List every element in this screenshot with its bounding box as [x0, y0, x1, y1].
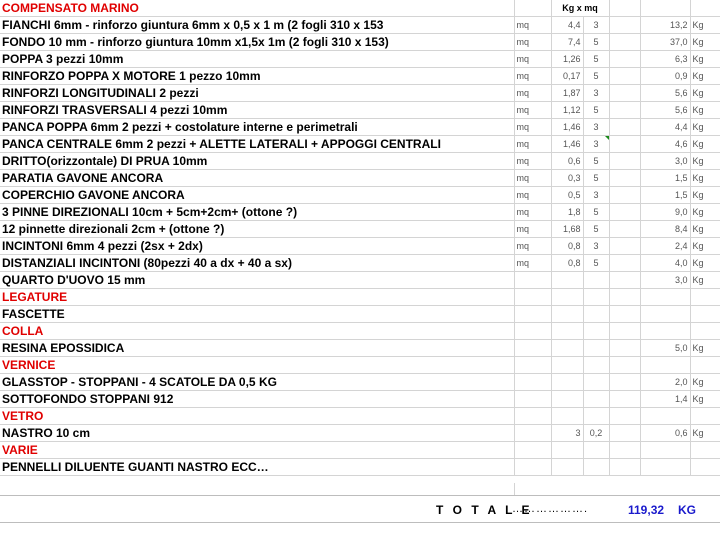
- spacer-cell[interactable]: [609, 204, 640, 221]
- total-kg-cell[interactable]: 4,4: [640, 119, 690, 136]
- kg-unit-cell[interactable]: Kg: [690, 340, 720, 357]
- item-description[interactable]: RINFORZI TRASVERSALI 4 pezzi 10mm: [0, 102, 514, 119]
- quantity-cell[interactable]: [583, 306, 609, 323]
- kg-per-mq-cell[interactable]: [551, 408, 583, 425]
- total-kg-cell[interactable]: [640, 459, 690, 476]
- spacer-cell[interactable]: [609, 85, 640, 102]
- spacer-cell[interactable]: [609, 34, 640, 51]
- total-kg-cell[interactable]: 5,6: [640, 102, 690, 119]
- kg-per-mq-cell[interactable]: [551, 391, 583, 408]
- spacer-cell[interactable]: [609, 255, 640, 272]
- item-description[interactable]: VETRO: [0, 408, 514, 425]
- spacer-cell[interactable]: [609, 102, 640, 119]
- kg-unit-cell[interactable]: [690, 459, 720, 476]
- kg-per-mq-cell[interactable]: 1,46: [551, 136, 583, 153]
- kg-per-mq-cell[interactable]: [551, 374, 583, 391]
- kg-per-mq-cell[interactable]: [551, 357, 583, 374]
- unit-cell[interactable]: [514, 391, 551, 408]
- kg-unit-cell[interactable]: Kg: [690, 238, 720, 255]
- quantity-cell[interactable]: [583, 442, 609, 459]
- quantity-cell[interactable]: 5: [583, 51, 609, 68]
- total-unit: KG: [678, 503, 696, 517]
- item-description[interactable]: COPERCHIO GAVONE ANCORA: [0, 187, 514, 204]
- spacer-cell[interactable]: [609, 442, 640, 459]
- table-row[interactable]: [0, 340, 720, 357]
- empty-row: [0, 483, 720, 495]
- item-description[interactable]: NASTRO 10 cm: [0, 425, 514, 442]
- kg-per-mq-cell[interactable]: 7,4: [551, 34, 583, 51]
- kg-per-mq-cell[interactable]: 0,5: [551, 187, 583, 204]
- total-kg-cell[interactable]: 5,0: [640, 340, 690, 357]
- total-kg-cell[interactable]: 0,6: [640, 425, 690, 442]
- quantity-cell[interactable]: [583, 340, 609, 357]
- table-row[interactable]: [0, 357, 720, 374]
- table-row[interactable]: [0, 255, 720, 272]
- spacer-cell[interactable]: [609, 289, 640, 306]
- item-description[interactable]: COMPENSATO MARINO: [0, 0, 514, 17]
- item-description[interactable]: QUARTO D'UOVO 15 mm: [0, 272, 514, 289]
- total-kg-cell[interactable]: [640, 0, 690, 17]
- kg-per-mq-cell[interactable]: 0,3: [551, 170, 583, 187]
- total-kg-cell[interactable]: 0,9: [640, 68, 690, 85]
- spacer-cell[interactable]: [609, 408, 640, 425]
- spacer-cell[interactable]: [609, 187, 640, 204]
- table-row[interactable]: [0, 68, 720, 85]
- total-kg-cell[interactable]: 6,3: [640, 51, 690, 68]
- quantity-cell[interactable]: [583, 459, 609, 476]
- kg-unit-cell[interactable]: [690, 0, 720, 17]
- quantity-cell[interactable]: 3: [583, 119, 609, 136]
- spacer-cell[interactable]: [609, 357, 640, 374]
- kg-per-mq-cell[interactable]: 0,6: [551, 153, 583, 170]
- total-kg-cell[interactable]: 5,6: [640, 85, 690, 102]
- unit-cell[interactable]: mq: [514, 255, 551, 272]
- unit-cell[interactable]: [514, 357, 551, 374]
- unit-cell[interactable]: mq: [514, 204, 551, 221]
- kg-unit-cell[interactable]: Kg: [690, 255, 720, 272]
- table-row[interactable]: [0, 85, 720, 102]
- item-description[interactable]: VARIE: [0, 442, 514, 459]
- table-row[interactable]: [0, 170, 720, 187]
- spacer-cell[interactable]: [609, 238, 640, 255]
- spacer-cell[interactable]: [609, 374, 640, 391]
- item-description[interactable]: FONDO 10 mm - rinforzo giuntura 10mm x1,5x 1m (2 fogli 310 x 153): [0, 34, 514, 51]
- spacer-cell[interactable]: [609, 136, 640, 153]
- spacer-cell[interactable]: [609, 221, 640, 238]
- kg-unit-cell[interactable]: [690, 323, 720, 340]
- kg-unit-cell[interactable]: Kg: [690, 153, 720, 170]
- table-row[interactable]: [0, 153, 720, 170]
- total-kg-cell[interactable]: [640, 357, 690, 374]
- item-description[interactable]: RESINA EPOSSIDICA: [0, 340, 514, 357]
- unit-cell[interactable]: mq: [514, 85, 551, 102]
- kg-unit-cell[interactable]: Kg: [690, 119, 720, 136]
- kg-per-mq-cell[interactable]: 1,8: [551, 204, 583, 221]
- spacer-cell[interactable]: [609, 51, 640, 68]
- unit-cell[interactable]: mq: [514, 221, 551, 238]
- kg-per-mq-cell[interactable]: 0,8: [551, 238, 583, 255]
- item-description[interactable]: FIANCHI 6mm - rinforzo giuntura 6mm x 0,5 x 1 m (2 fogli 310 x 153: [0, 17, 514, 34]
- unit-cell[interactable]: [514, 272, 551, 289]
- quantity-cell[interactable]: 5: [583, 102, 609, 119]
- table-row[interactable]: [0, 34, 720, 51]
- total-kg-cell[interactable]: [640, 442, 690, 459]
- quantity-cell[interactable]: [583, 391, 609, 408]
- table-row[interactable]: [0, 272, 720, 289]
- kg-per-mq-cell[interactable]: [551, 340, 583, 357]
- quantity-cell[interactable]: [583, 357, 609, 374]
- quantity-cell[interactable]: 5: [583, 255, 609, 272]
- unit-cell[interactable]: [514, 425, 551, 442]
- table-row[interactable]: [0, 391, 720, 408]
- quantity-cell[interactable]: [583, 323, 609, 340]
- spacer-cell[interactable]: [609, 272, 640, 289]
- table-row[interactable]: [0, 187, 720, 204]
- table-row[interactable]: [0, 0, 720, 17]
- kg-per-mq-cell[interactable]: [551, 272, 583, 289]
- kg-per-mq-cell[interactable]: [551, 289, 583, 306]
- table-row[interactable]: [0, 442, 720, 459]
- unit-cell[interactable]: [514, 306, 551, 323]
- table-row[interactable]: [0, 374, 720, 391]
- table-row[interactable]: [0, 323, 720, 340]
- item-description[interactable]: GLASSTOP - STOPPANI - 4 SCATOLE DA 0,5 KG: [0, 374, 514, 391]
- spacer-cell[interactable]: [609, 459, 640, 476]
- unit-cell[interactable]: [514, 408, 551, 425]
- item-description[interactable]: PANCA POPPA 6mm 2 pezzi + costolature interne e perimetrali: [0, 119, 514, 136]
- unit-cell[interactable]: [514, 289, 551, 306]
- quantity-cell[interactable]: [583, 374, 609, 391]
- item-description[interactable]: 3 PINNE DIREZIONALI 10cm + 5cm+2cm+ (ottone ?): [0, 204, 514, 221]
- table-row[interactable]: [0, 204, 720, 221]
- table-row[interactable]: [0, 425, 720, 442]
- kg-unit-cell[interactable]: Kg: [690, 102, 720, 119]
- total-kg-cell[interactable]: 9,0: [640, 204, 690, 221]
- table-row[interactable]: [0, 459, 720, 476]
- kg-per-mq-cell[interactable]: 1,12: [551, 102, 583, 119]
- item-description[interactable]: RINFORZI LONGITUDINALI 2 pezzi: [0, 85, 514, 102]
- quantity-cell[interactable]: 3: [583, 17, 609, 34]
- quantity-cell[interactable]: 3: [583, 85, 609, 102]
- quantity-cell[interactable]: 5: [583, 221, 609, 238]
- total-kg-cell[interactable]: 2,0: [640, 374, 690, 391]
- item-description[interactable]: 12 pinnette direzionali 2cm + (ottone ?): [0, 221, 514, 238]
- total-kg-cell[interactable]: 3,0: [640, 153, 690, 170]
- spacer-cell[interactable]: [609, 68, 640, 85]
- kg-unit-cell[interactable]: Kg: [690, 17, 720, 34]
- item-description[interactable]: DRITTO(orizzontale) DI PRUA 10mm: [0, 153, 514, 170]
- kg-mq-header[interactable]: Kg x mq: [551, 0, 609, 17]
- total-kg-cell[interactable]: [640, 289, 690, 306]
- kg-per-mq-cell[interactable]: 0,8: [551, 255, 583, 272]
- unit-cell[interactable]: mq: [514, 170, 551, 187]
- unit-cell[interactable]: [514, 0, 551, 17]
- quantity-cell[interactable]: 3: [583, 187, 609, 204]
- item-description[interactable]: RINFORZO POPPA X MOTORE 1 pezzo 10mm: [0, 68, 514, 85]
- kg-unit-cell[interactable]: [690, 289, 720, 306]
- total-kg-cell[interactable]: 4,0: [640, 255, 690, 272]
- kg-unit-cell[interactable]: Kg: [690, 170, 720, 187]
- kg-per-mq-cell[interactable]: 3: [551, 425, 583, 442]
- spacer-cell[interactable]: [609, 323, 640, 340]
- total-kg-cell[interactable]: [640, 323, 690, 340]
- spacer-cell[interactable]: [609, 0, 640, 17]
- item-description[interactable]: DISTANZIALI INCINTONI (80pezzi 40 a dx + 40 a sx): [0, 255, 514, 272]
- table-row[interactable]: [0, 306, 720, 323]
- table-row[interactable]: [0, 408, 720, 425]
- unit-cell[interactable]: mq: [514, 34, 551, 51]
- item-description[interactable]: POPPA 3 pezzi 10mm: [0, 51, 514, 68]
- table-row[interactable]: [0, 102, 720, 119]
- quantity-cell[interactable]: [583, 289, 609, 306]
- kg-per-mq-cell[interactable]: [551, 323, 583, 340]
- unit-cell[interactable]: [514, 459, 551, 476]
- spacer-cell[interactable]: [609, 391, 640, 408]
- item-description[interactable]: PARATIA GAVONE ANCORA: [0, 170, 514, 187]
- table-row[interactable]: [0, 51, 720, 68]
- kg-per-mq-cell[interactable]: [551, 306, 583, 323]
- table-row[interactable]: [0, 289, 720, 306]
- kg-unit-cell[interactable]: Kg: [690, 425, 720, 442]
- total-row: [0, 495, 720, 523]
- unit-cell[interactable]: mq: [514, 68, 551, 85]
- total-kg-cell[interactable]: 1,4: [640, 391, 690, 408]
- kg-unit-cell[interactable]: [690, 408, 720, 425]
- kg-unit-cell[interactable]: [690, 357, 720, 374]
- kg-per-mq-cell[interactable]: 1,68: [551, 221, 583, 238]
- quantity-cell[interactable]: [583, 272, 609, 289]
- spacer-cell[interactable]: [609, 340, 640, 357]
- kg-per-mq-cell[interactable]: [551, 459, 583, 476]
- quantity-cell[interactable]: 5: [583, 34, 609, 51]
- kg-unit-cell[interactable]: Kg: [690, 85, 720, 102]
- kg-unit-cell[interactable]: Kg: [690, 51, 720, 68]
- item-description[interactable]: COLLA: [0, 323, 514, 340]
- unit-cell[interactable]: [514, 442, 551, 459]
- kg-per-mq-cell[interactable]: 4,4: [551, 17, 583, 34]
- total-kg-cell[interactable]: 4,6: [640, 136, 690, 153]
- kg-unit-cell[interactable]: [690, 442, 720, 459]
- kg-per-mq-cell[interactable]: 1,87: [551, 85, 583, 102]
- item-description[interactable]: FASCETTE: [0, 306, 514, 323]
- unit-cell[interactable]: [514, 374, 551, 391]
- kg-per-mq-cell[interactable]: [551, 442, 583, 459]
- kg-per-mq-cell[interactable]: 0,17: [551, 68, 583, 85]
- spacer-cell[interactable]: [609, 119, 640, 136]
- kg-unit-cell[interactable]: Kg: [690, 272, 720, 289]
- kg-unit-cell[interactable]: Kg: [690, 187, 720, 204]
- unit-cell[interactable]: [514, 323, 551, 340]
- kg-unit-cell[interactable]: [690, 306, 720, 323]
- table-row[interactable]: [0, 119, 720, 136]
- kg-unit-cell[interactable]: Kg: [690, 221, 720, 238]
- total-kg-cell[interactable]: [640, 306, 690, 323]
- kg-per-mq-cell[interactable]: 1,46: [551, 119, 583, 136]
- item-description[interactable]: INCINTONI 6mm 4 pezzi (2sx + 2dx): [0, 238, 514, 255]
- spacer-cell[interactable]: [609, 306, 640, 323]
- quantity-cell[interactable]: 5: [583, 68, 609, 85]
- quantity-cell[interactable]: 3: [583, 238, 609, 255]
- quantity-cell[interactable]: 0,2: [583, 425, 609, 442]
- table-row[interactable]: [0, 221, 720, 238]
- unit-cell[interactable]: mq: [514, 136, 551, 153]
- total-kg-cell[interactable]: 8,4: [640, 221, 690, 238]
- total-dots: ……………….: [512, 503, 589, 515]
- total-kg-cell[interactable]: 13,2: [640, 17, 690, 34]
- item-description[interactable]: LEGATURE: [0, 289, 514, 306]
- kg-unit-cell[interactable]: Kg: [690, 136, 720, 153]
- table-row[interactable]: [0, 238, 720, 255]
- total-kg-cell[interactable]: 37,0: [640, 34, 690, 51]
- item-description[interactable]: SOTTOFONDO STOPPANI 912: [0, 391, 514, 408]
- unit-cell[interactable]: mq: [514, 51, 551, 68]
- unit-cell[interactable]: mq: [514, 119, 551, 136]
- unit-cell[interactable]: mq: [514, 17, 551, 34]
- kg-unit-cell[interactable]: Kg: [690, 34, 720, 51]
- spacer-cell[interactable]: [609, 17, 640, 34]
- unit-cell[interactable]: mq: [514, 238, 551, 255]
- unit-cell[interactable]: [514, 340, 551, 357]
- total-label: T O T A L E: [436, 503, 533, 517]
- quantity-cell[interactable]: 5: [583, 204, 609, 221]
- total-kg-cell[interactable]: 3,0: [640, 272, 690, 289]
- kg-unit-cell[interactable]: Kg: [690, 374, 720, 391]
- quantity-cell[interactable]: 5: [583, 153, 609, 170]
- total-kg-cell[interactable]: 1,5: [640, 187, 690, 204]
- kg-unit-cell[interactable]: Kg: [690, 204, 720, 221]
- total-kg-cell[interactable]: 2,4: [640, 238, 690, 255]
- unit-cell[interactable]: mq: [514, 102, 551, 119]
- kg-unit-cell[interactable]: Kg: [690, 68, 720, 85]
- unit-cell[interactable]: mq: [514, 187, 551, 204]
- quantity-cell[interactable]: [583, 408, 609, 425]
- table-row[interactable]: [0, 136, 720, 153]
- spacer-cell[interactable]: [609, 153, 640, 170]
- spacer-cell[interactable]: [609, 425, 640, 442]
- table-row[interactable]: [0, 17, 720, 34]
- total-value: 119,32: [628, 503, 665, 517]
- unit-cell[interactable]: mq: [514, 153, 551, 170]
- item-description[interactable]: PANCA CENTRALE 6mm 2 pezzi + ALETTE LATERALI + APPOGGI CENTRALI: [0, 136, 514, 153]
- quantity-cell[interactable]: 3: [583, 136, 609, 153]
- kg-per-mq-cell[interactable]: 1,26: [551, 51, 583, 68]
- item-description[interactable]: VERNICE: [0, 357, 514, 374]
- item-description[interactable]: PENNELLI DILUENTE GUANTI NASTRO ECC…: [0, 459, 514, 476]
- total-kg-cell[interactable]: 1,5: [640, 170, 690, 187]
- total-kg-cell[interactable]: [640, 408, 690, 425]
- kg-unit-cell[interactable]: Kg: [690, 391, 720, 408]
- spacer-cell[interactable]: [609, 170, 640, 187]
- quantity-cell[interactable]: 5: [583, 170, 609, 187]
